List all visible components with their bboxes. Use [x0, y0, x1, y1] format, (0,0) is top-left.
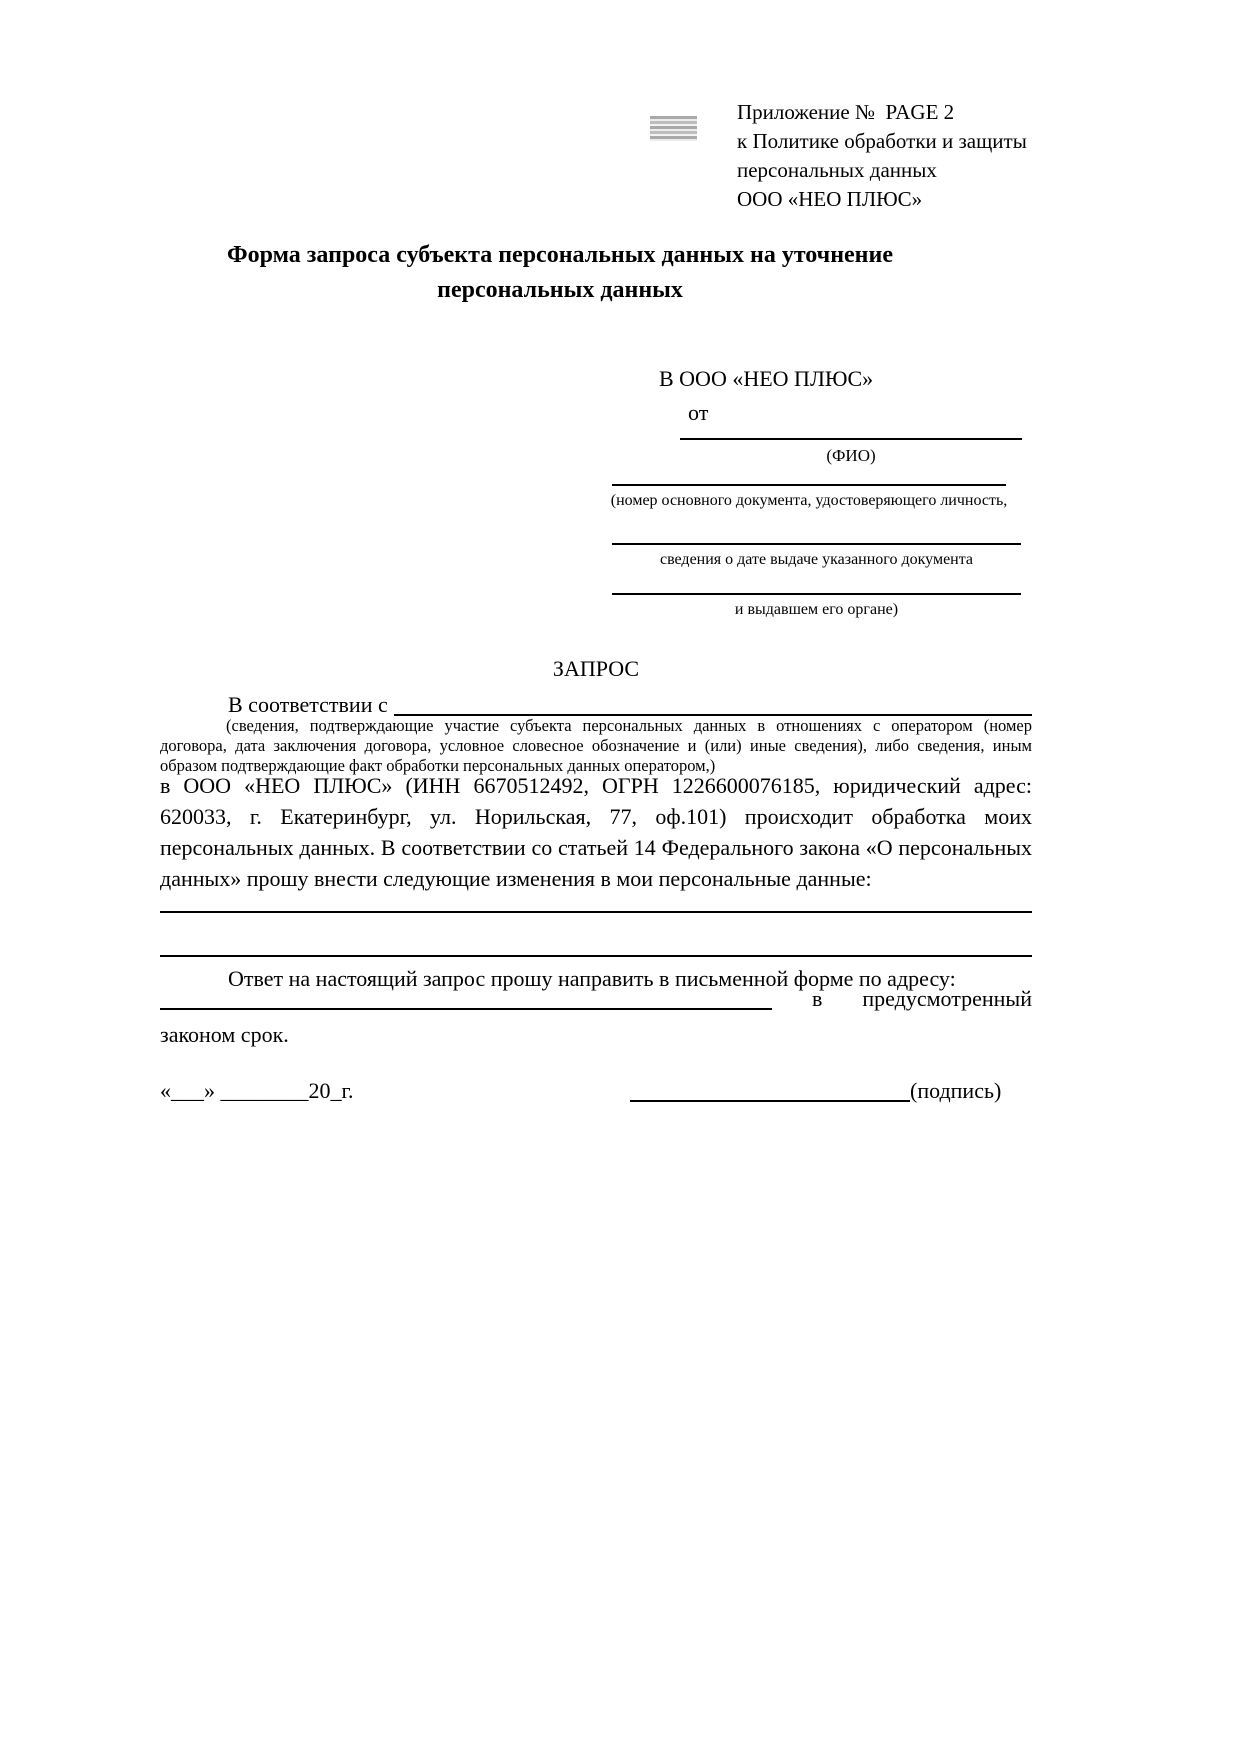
appendix-number-line: Приложение № PAGE 2 [737, 100, 955, 124]
basis-line-row [160, 690, 1032, 718]
request-heading: ЗАПРОС [552, 656, 640, 681]
changes-blank-line-1 [160, 911, 1032, 913]
reply-word-predusmotrenny: предусмотренный [862, 986, 1032, 1011]
document-number-caption: (номер основного документа, удостоверяющего личность, [610, 492, 1008, 509]
form-title-line-2: персональных данных [437, 277, 683, 303]
address-blank-line [160, 1008, 772, 1010]
issue-date-caption: сведения о дате выдаче указанного документа [659, 551, 974, 568]
basis-label: В соответствии с [228, 692, 388, 717]
addressee-company: В ООО «НЕО ПЛЮС» [659, 366, 874, 391]
signature-blank-line [630, 1100, 910, 1102]
blurred-field-code-icon [650, 116, 697, 141]
issuing-authority-blank-line [612, 593, 1021, 595]
policy-reference-line-1: к Политике обработки и защиты [737, 129, 1027, 153]
basis-fine-print: (сведения, подтверждающие участие субъекта персональных данных в отношениях с оператором (номер договора, дата заключения договора, условное словесное обозначение и (или) иные сведения), либо сведения, иным образом подтверждающие факт обработки персональных данных оператором,) [160, 716, 1032, 775]
changes-blank-line-2 [160, 955, 1032, 957]
form-title [125, 238, 995, 308]
fio-blank-line [680, 438, 1022, 440]
policy-reference-line-2: персональных данных [737, 158, 937, 182]
issue-date-blank-line [612, 543, 1021, 545]
form-title-line-1: Форма запроса субъекта персональных данных на уточнение [227, 242, 893, 268]
fio-caption: (ФИО) [826, 446, 876, 465]
signature-row [630, 1078, 1001, 1104]
reply-address-sentence: Ответ на настоящий запрос прошу направить в письменной форме по адресу: [228, 966, 956, 991]
address-line-row [160, 986, 1032, 1012]
issuing-authority-caption: и выдавшем его органе) [734, 601, 899, 618]
signature-caption: (подпись) [910, 1078, 1002, 1103]
appendix-header [737, 98, 1027, 214]
company-name-line: ООО «НЕО ПЛЮС» [737, 187, 923, 211]
document-number-blank-line [612, 484, 1006, 486]
date-line: «___» ________20_г. [160, 1078, 354, 1103]
reply-word-v: в [812, 986, 823, 1011]
request-body-paragraph: в ООО «НЕО ПЛЮС» (ИНН 6670512492, ОГРН 1226600076185, юридический адрес: 620033, г. Екатеринбург, ул. Норильская, 77, оф.101) происходит обработка моих персональных данных. В соответствии со статьей 14 Федерального закона «О персональных данных» прошу внести следующие изменения в мои персональные данные: [160, 773, 1032, 891]
reply-closing: законом срок. [160, 1022, 289, 1047]
from-label: от [688, 400, 709, 425]
